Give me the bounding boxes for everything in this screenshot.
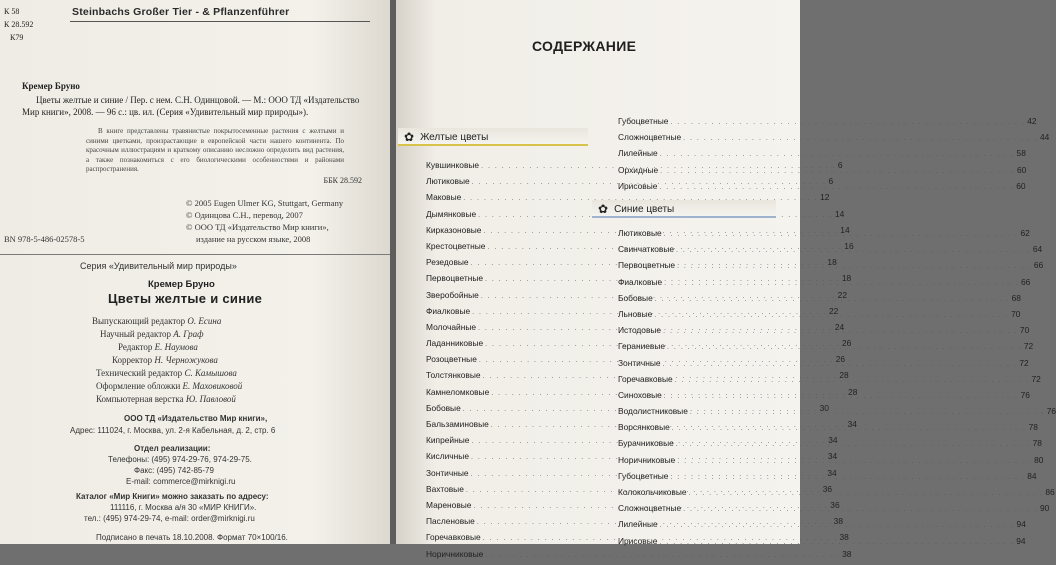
toc-entry-page: 64 (1032, 244, 1043, 255)
toc-entry-name: Первоцветные (618, 260, 676, 271)
toc-entry-name: Мареновые (426, 499, 472, 510)
toc-entry-page: 28 (848, 386, 858, 397)
dot-leader (664, 231, 1019, 238)
copyright-line: © ООО ТД «Издательство Мир книги», (186, 222, 329, 232)
toc-entry-page: 66 (1033, 260, 1044, 271)
toc-entry-page: 90 (1039, 503, 1050, 514)
toc-entry-name: Сложноцветные (618, 503, 682, 514)
toc-entry-page: 70 (1019, 325, 1030, 336)
staff-line: Технический редактор С. Камышова (96, 368, 237, 378)
toc-entry (618, 132, 1050, 148)
toc-entry-page: 78 (1032, 438, 1042, 449)
toc-entry-name: Ирисовые (618, 535, 658, 546)
series-name: Серия «Удивительный мир природы» (80, 261, 237, 271)
toc-entry-page: 76 (1046, 406, 1056, 417)
divider (70, 21, 370, 22)
dot-leader (664, 393, 1019, 400)
series-banner: Steinbachs Großer Tier - & Pflanzenführer (72, 6, 290, 18)
toc-entry-name: Свинчатковые (618, 244, 675, 255)
toc-entry-name: Лилейные (618, 148, 658, 159)
toc-entry-page: 38 (842, 548, 852, 559)
toc-entry (618, 180, 1026, 197)
toc-entry-page: 28 (839, 370, 849, 381)
toc-entry (426, 548, 852, 565)
toc-entry-page: 70 (1011, 308, 1021, 319)
catalog-contact: тел.: (495) 974-29-74, e-mail: order@mirknigi.ru (84, 514, 255, 523)
toc-entry-name: Лютиковые (426, 176, 470, 187)
toc-entry-page: 6 (837, 160, 843, 170)
toc-entry-name: Сложноцветные (618, 132, 682, 143)
toc-list-continued (618, 116, 1050, 197)
toc-entry (618, 116, 1037, 132)
author-heading: Кремер Бруно (22, 81, 80, 91)
toc-entry (618, 164, 1027, 181)
toc-entry-page: 60 (1016, 164, 1027, 175)
catalog-heading: Каталог «Мир Книги» можно заказать по адресу: (76, 492, 269, 501)
toc-entry-name: Резедовые (426, 257, 469, 268)
section-heading-yellow: ✿ Желтые цветы (398, 128, 588, 146)
toc-entry-name: Гераниевые (618, 341, 666, 352)
toc-entry-page: 60 (1016, 180, 1026, 191)
toc-entry-name: Норичниковые (426, 548, 484, 559)
toc-entry-page: 86 (1045, 487, 1055, 497)
toc-entry-name: Толстянковые (426, 370, 481, 381)
toc-entry-page: 22 (828, 305, 839, 316)
toc-entry-page: 58 (1016, 148, 1026, 159)
toc-entry-page: 14 (840, 224, 850, 235)
staff-line: Компьютерная верстка Ю. Павловой (96, 394, 236, 404)
toc-entry-page: 84 (1027, 470, 1037, 481)
flower-icon: ✿ (598, 202, 609, 216)
toc-entry-name: Зонтичные (618, 357, 661, 368)
dot-leader (675, 377, 1030, 384)
toc-entry-page: 94 (1016, 535, 1026, 546)
toc-entry-page: 78 (1028, 422, 1038, 433)
toc-entry-page: 18 (841, 273, 852, 284)
toc-entry-name: Ворсянковые (618, 422, 670, 433)
toc-entry-name: Кипрейные (426, 435, 470, 446)
toc-entry-page: 16 (844, 240, 854, 251)
sales-fax: Факс: (495) 742-85-79 (134, 466, 214, 475)
toc-entry-page: 18 (827, 257, 837, 268)
toc-entry-page: 44 (1039, 132, 1050, 143)
toc-entry-name: Водолистниковые (618, 406, 688, 417)
toc-entry-page: 30 (819, 402, 829, 413)
toc-entry-page: 34 (827, 451, 838, 462)
divider (0, 254, 392, 255)
toc-entry-name: Пасленовые (426, 516, 475, 527)
toc-entry-page: 14 (834, 208, 845, 219)
toc-entry-page: 24 (834, 321, 845, 332)
staff-line: Редактор Е. Наумова (118, 342, 198, 352)
toc-entry-page: 80 (1034, 454, 1044, 465)
toc-entry-name: Розоцветные (426, 354, 477, 365)
dot-leader (677, 263, 1032, 270)
print-info: Подписано в печать 18.10.2008. Формат 70×100/16. (96, 533, 288, 542)
dot-leader (672, 425, 1027, 432)
annotation: В книге представлены травянистые покрытосеменные растения с желтыми и синими цветками, произрастающие в европейской части нашего континента. По красочным иллюстрациям и краткому описанию несложно определить вид растения, а также познакомиться с его биологическими особенностями и районами распространения. (86, 127, 344, 173)
catalog-address: 111116, г. Москва а/я 30 «МИР КНИГИ». (110, 503, 257, 512)
dot-leader (660, 151, 1015, 158)
dot-leader (660, 168, 1015, 175)
bibliographic-entry: Цветы желтые и синие / Пер. с нем. С.Н. Одинцовой. — М.: ООО ТД «Издательство Мир книги», 2008. — 96 с.: цв. ил. (Серия «Удивительный мир природы»). (22, 95, 360, 117)
toc-entry-page: 34 (847, 419, 857, 429)
toc-entry-page: 72 (1031, 373, 1041, 384)
toc-entry-name: Горечавковые (426, 532, 481, 543)
toc-entry-name: Горечавковые (618, 373, 673, 384)
toc-entry (618, 148, 1026, 164)
flower-icon: ✿ (404, 130, 415, 144)
toc-entry-name: Лилейные (618, 519, 658, 530)
bbk-code: ББК 28.592 (323, 176, 362, 185)
isbn: BN 978-5-486-02578-5 (4, 234, 85, 244)
imprint-page (0, 0, 392, 544)
dot-leader (676, 441, 1031, 448)
toc-entry-name: Вахтовые (426, 483, 464, 494)
toc-entry-page: 26 (842, 338, 852, 349)
toc-entry-name: Фиалковые (426, 305, 471, 316)
toc-entry-name: Камнеломковые (426, 386, 490, 397)
toc-entry-page: 34 (828, 435, 838, 446)
staff-line: Выпускающий редактор О. Есина (92, 316, 222, 326)
publisher-address: Адрес: 111024, г. Москва, ул. 2-я Кабельная, д. 2, стр. 6 (70, 426, 276, 435)
toc-entry-name: Кисличные (426, 451, 469, 462)
toc-entry-name: Синоховые (618, 389, 662, 400)
toc-entry-name: Фиалковые (618, 276, 663, 287)
toc-entry-name: Бальзаминовые (426, 419, 489, 429)
sales-phones: Телефоны: (495) 974-29-76, 974-29-75. (108, 455, 252, 464)
toc-entry-page: 42 (1027, 116, 1037, 126)
dot-leader (683, 135, 1038, 142)
section-heading-blue: ✿ Синие цветы (592, 200, 776, 218)
toc-entry-name: Маковые (426, 192, 462, 203)
toc-entry-page: 68 (1011, 292, 1021, 303)
toc-entry-page: 6 (828, 176, 834, 187)
toc-entry-page: 12 (820, 192, 830, 203)
dot-leader (659, 539, 1014, 546)
toc-entry-name: Зверобойные (426, 289, 479, 300)
toc-entry-name: Колокольчиковые (618, 487, 687, 497)
imprint-title: Цветы желтые и синие (108, 291, 263, 306)
toc-entry-page: 38 (833, 516, 843, 527)
toc-entry-page: 38 (839, 532, 849, 543)
dot-leader (663, 328, 1018, 335)
toc-entry-name: Кувшинковые (426, 160, 480, 170)
dot-leader (677, 458, 1032, 465)
toc-entry-page: 72 (1019, 357, 1029, 368)
publisher-name: ООО ТД «Издательство Мир книги», (124, 414, 268, 423)
dot-leader (663, 361, 1018, 368)
toc-entry-name: Истодовые (618, 325, 662, 336)
toc-entry-name: Кирказоновые (426, 224, 482, 235)
toc-entry-page: 76 (1020, 389, 1030, 400)
toc-entry-name: Ладанниковые (426, 338, 484, 349)
toc-entry-name: Бурачниковые (618, 438, 674, 449)
toc-entry-page: 66 (1020, 276, 1031, 287)
toc-entry-page: 22 (837, 289, 847, 300)
staff-line: Научный редактор А. Граф (100, 329, 204, 339)
toc-entry-page: 36 (830, 499, 840, 510)
toc-entry-page: 26 (835, 354, 846, 365)
staff-line: Оформление обложки Е. Маховиковой (96, 381, 243, 391)
copyright-line: © 2005 Eugen Ulmer KG, Stuttgart, Germany (186, 198, 344, 208)
contents-page (396, 0, 1056, 559)
toc-entry-name: Бобовые (618, 292, 653, 303)
toc-entry-page: 34 (827, 467, 837, 478)
dot-leader (667, 344, 1022, 351)
toc-entry-name: Зонтичные (426, 467, 469, 478)
toc-title: СОДЕРЖАНИЕ (532, 38, 637, 54)
toc-entry-page: 36 (822, 483, 833, 494)
toc-entry-name: Губоцветные (618, 116, 669, 126)
library-code: К79 (10, 33, 24, 42)
toc-entry-name: Молочайные (426, 321, 477, 332)
dot-leader (485, 552, 840, 559)
dot-leader (683, 506, 1038, 513)
dot-leader (655, 296, 1010, 303)
dot-leader (659, 184, 1014, 191)
dot-leader (676, 247, 1031, 254)
sales-email: E-mail: commerce@mirknigi.ru (126, 477, 236, 486)
dot-leader (670, 474, 1025, 481)
toc-entry-name: Дымянковые (426, 208, 477, 219)
copyright-line: издание на русском языке, 2008 (196, 234, 311, 244)
dot-leader (689, 490, 1044, 497)
toc-entry-name: Крестоцветные (426, 240, 486, 251)
toc-entry-name: Льновые (618, 308, 653, 319)
toc-entry-name: Орхидные (618, 164, 659, 175)
toc-entry-name: Первоцветные (426, 273, 484, 284)
dot-leader (664, 280, 1019, 287)
dot-leader (670, 119, 1025, 126)
toc-entry (426, 192, 830, 208)
toc-entry-name: Норичниковые (618, 454, 676, 465)
library-code: К 28.592 (4, 20, 34, 29)
sales-heading: Отдел реализации: (134, 444, 211, 453)
toc-entry-page: 72 (1023, 341, 1034, 352)
toc-entry-name: Губоцветные (618, 470, 669, 481)
imprint-author: Кремер Бруно (148, 279, 215, 290)
toc-entry-name: Ирисовые (618, 180, 658, 191)
toc-entry-name: Бобовые (426, 402, 461, 413)
dot-leader (660, 522, 1015, 529)
staff-line: Корректор Н. Черножукова (112, 355, 218, 365)
copyright-line: © Одинцова С.Н., перевод, 2007 (186, 210, 303, 220)
toc-entry-name: Лютиковые (618, 228, 662, 238)
dot-leader (690, 409, 1045, 416)
toc-entry-page: 62 (1020, 228, 1030, 238)
toc-entry-page: 94 (1016, 519, 1026, 530)
library-code: К 58 (4, 7, 20, 16)
dot-leader (654, 312, 1009, 319)
